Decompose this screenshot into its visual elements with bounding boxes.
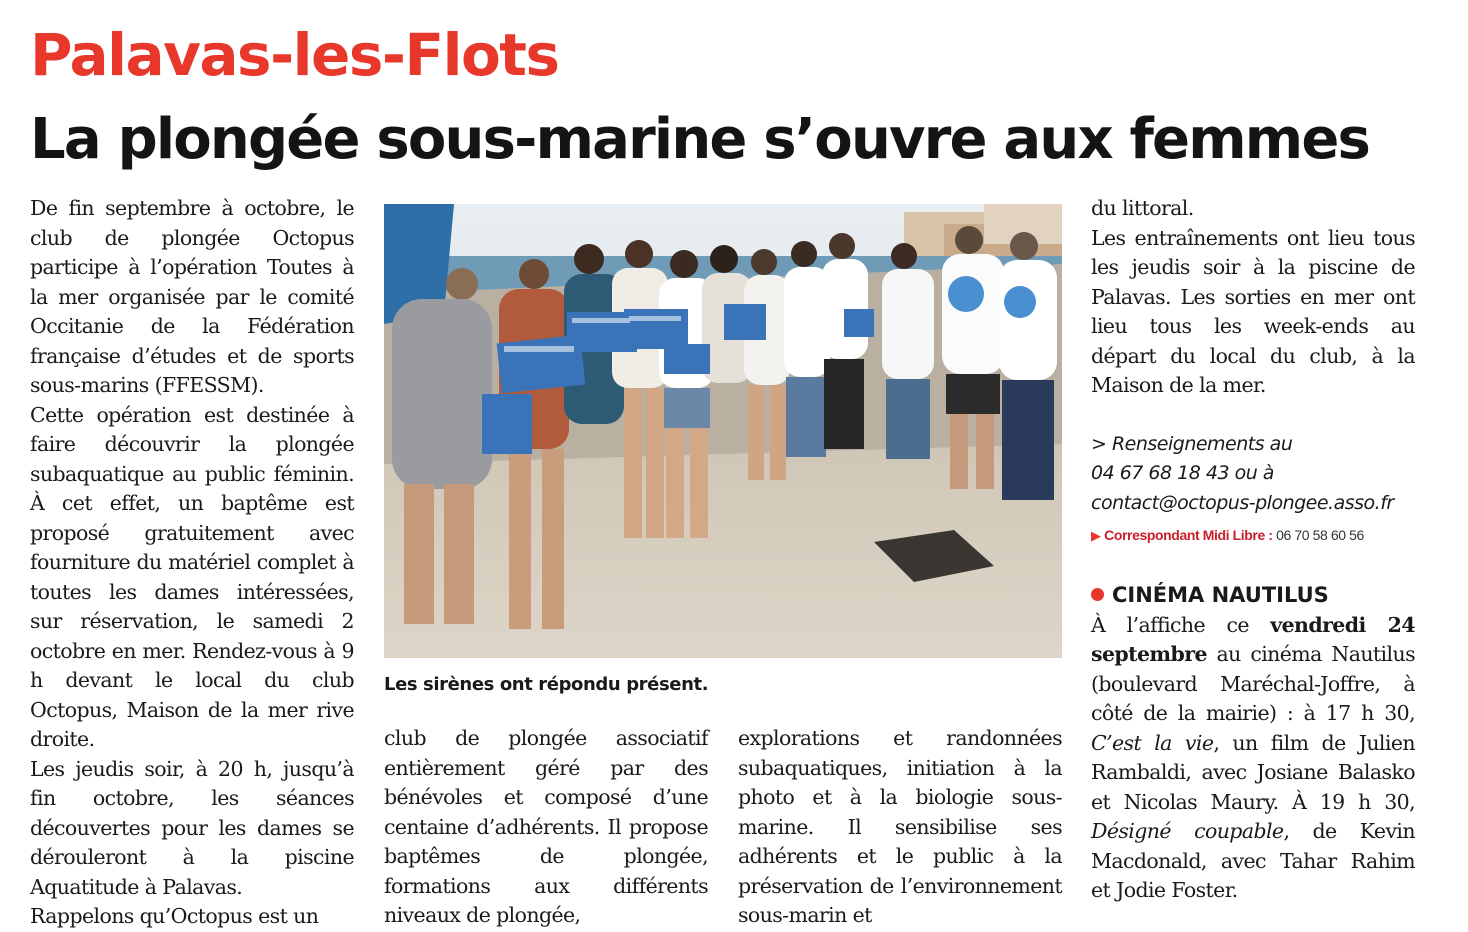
article-column-4 [1091, 194, 1415, 906]
paragraph: Rappelons qu’Octopus est un [30, 904, 319, 928]
bullet-dot-icon [1091, 588, 1104, 601]
paragraph: Les jeudis soir, à 20 h, jusqu’à fin octobre, les séances découvertes pour les dames se dérouleront à la piscine Aquatitude à Palavas. [30, 756, 354, 899]
cinema-date: vendredi 24 septembre [1091, 612, 1415, 666]
info-block [1091, 430, 1415, 519]
paragraph: club de plongée associatif entièrement géré par des bénévoles et composé d’une centaine d’adhérents. Il propose baptêmes de plongée, formations aux différents niveaux de plongée, [384, 726, 708, 927]
correspondent-label: Correspondant Midi Libre : [1104, 527, 1273, 543]
paragraph: Les entraînements ont lieu tous les jeudis soir à la piscine de Palavas. Les sorties en mer ont lieu tous les week-ends au départ du local du club, à la Maison de la mer. [1091, 225, 1415, 397]
correspondent-phone: 06 70 58 60 56 [1276, 527, 1364, 543]
paragraph: du littoral. [1091, 196, 1194, 220]
paragraph: De fin septembre à octobre, le club de plongée Octopus participe à l’opération Toutes à la mer organisée par le comité Occitanie de la Fédération française d’études et de sports sous-marins (FFESSM). [30, 196, 354, 397]
cinema-text: au cinéma Nautilus (boulevard Maréchal-Joffre, à côté de la mairie) : à 17 h 30, [1091, 642, 1415, 725]
cinema-text: , un film de Julien Rambaldi, avec Josiane Balasko et Nicolas Maury. À 19 h 30, [1091, 730, 1415, 814]
cinema-text: À l’affiche ce [1091, 612, 1271, 637]
cinema-text: , de Kevin Macdonald, avec Tahar Rahim et Jodie Foster. [1091, 819, 1415, 902]
info-email: contact@octopus-plongee.asso.fr [1091, 491, 1394, 514]
info-phone: 04 67 68 18 43 ou à [1091, 462, 1274, 484]
article-photo [384, 204, 1062, 658]
photo-caption: Les sirènes ont répondu présent. [384, 674, 709, 695]
article-column-2 [384, 724, 708, 931]
paragraph: Cette opération est destinée à faire découvrir la plongée subaquatique au public féminin. À cet effet, un baptême est proposé gratuitement avec fourniture du matériel complet à toutes les dames intéressées, sur réservation, le samedi 2 octobre en mer. Rendez-vous à 9 h devant le local du club Octopus, Maison de la mer rive droite. [30, 402, 354, 751]
section-heading [1091, 581, 1415, 611]
paragraph: explorations et randonnées subaquatiques, initiation à la photo et à la biologie sous-marine. Il sensibilise ses adhérents et le public à la préservation de l’environnement sous-marin et [738, 726, 1062, 927]
film-title: Désigné coupable [1091, 819, 1284, 843]
section-title: CINÉMA NAUTILUS [1112, 583, 1329, 607]
film-title: C’est la vie [1091, 730, 1214, 755]
kicker-location: Palavas-les-Flots [30, 21, 559, 89]
article-column-3 [738, 724, 1062, 931]
article-headline: La plongée sous-marine s’ouvre aux femmes [30, 107, 1370, 172]
article-column-1 [30, 194, 354, 932]
info-label: > Renseignements au [1091, 432, 1293, 455]
correspondent-line [1091, 524, 1415, 547]
cinema-paragraph [1091, 611, 1415, 906]
triangle-icon: ▶ [1091, 528, 1101, 543]
